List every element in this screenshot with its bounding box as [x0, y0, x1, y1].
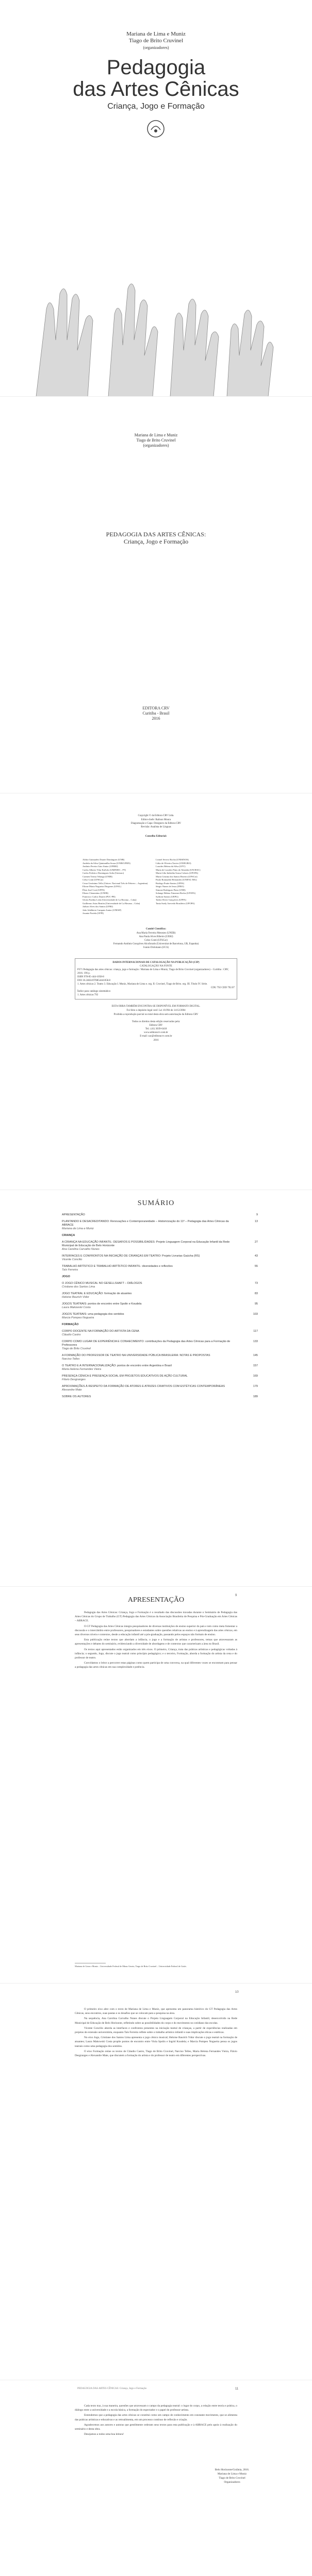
catalog-index: Índice para catálogo sistemático — [77, 990, 111, 993]
credit-name: Carlos Federico Dominguez Avila (Unieuro) — [83, 872, 124, 874]
credit-name: Lídia de Oliveira Xavier (UNIEURO) — [156, 861, 191, 865]
summary-section-heading: CRIANÇA — [62, 1234, 75, 1237]
paragraph: Vicente Concilio aborda as interfaces e confrontos presentes na iniciação teatral de crianças, a partir de experiências realizadas em projetos de extensão universitária, enquanto Taís Ferreira reflete sobre o trabalho artístico infantil e suas implicações éticas e estéticas. — [75, 2026, 237, 2035]
credits-email[interactable]: E-mail: sac@editoracrv.com.br — [140, 1035, 172, 1038]
page-number: 9 — [235, 1594, 237, 1597]
credit-name: Francisco Carlos Duarte (PUC-PR) — [83, 895, 116, 898]
credit-name: Sérgio Nunes de Jesus (IFRO) — [156, 885, 184, 888]
summary-entry-page: 27 — [254, 1241, 258, 1244]
paragraph: O GT Pedagogia das Artes Cênicas integra pesquisadores de diversas instituições de ensino superior do país e tem como meta fomentar a discussão e o intercâmbio entre professores, pesquisadores e estudantes sobre questões relativas ao ensino e à aprendizagem das artes cênicas, em seus diversos níveis e contextos, desde a educação infantil até a pós-graduação, passando pelos espaços não formais de ensino. — [75, 1624, 237, 1637]
summary-entry-page: 13 — [254, 1220, 258, 1223]
signature-block — [201, 2468, 263, 2484]
credit-name: Tania Suely Azevedo Brasileiro (UFOPA) — [156, 902, 195, 905]
cover-hands-illustration — [0, 185, 312, 397]
credit-name: Lourdes Helena da Silva (UFV) — [156, 865, 186, 868]
summary-entry-title: JOGOS TEATRAIS: uma pedagogia dos sentidos — [62, 1313, 124, 1316]
summary-entry[interactable] — [62, 1292, 258, 1299]
publisher-logo-icon — [146, 120, 165, 138]
credit-name: Jailson Alves dos Santos (UFRJ) — [83, 905, 113, 908]
publisher-year: 2016 — [152, 716, 160, 721]
credits-comite-list — [0, 931, 312, 950]
credit-name: Rodrigo Pratte-Santos (UFES) — [156, 882, 184, 885]
summary-entry-title: A FORMAÇÃO DO PROFESSOR DE TEATRO NA UNIVERSIDADE PÚBLICA BRASILEIRA: NOTAS E PROPOSTAS — [62, 1354, 210, 1357]
summary-entry-title: APRESENTAÇÃO — [62, 1213, 85, 1216]
catalog-entry: P371 Pedagogia das artes cênicas: criança, jogo e formação / Mariana de Lima e Muniz, Tiago de Brito Cruvinel (organizadores) – Curitiba : CRV, 2016. 196 p. — [77, 969, 229, 975]
summary-entry-title: CORPO COMO LUGAR DE EXPERIÊNCIA E CONHECIMENTO: contribuições da Pedagogia das Artes Cênicas para a Formação de Professores — [62, 1340, 231, 1347]
summary-entry-author: Cláudio Castro — [62, 1333, 81, 1336]
credit-name: Sydione Santos (UEPG) — [156, 895, 178, 898]
credit-name: Elizeu Clementino (UNEB) — [83, 892, 108, 894]
summary-entry-author: Flávio Desgranges — [62, 1378, 86, 1381]
summary-entry-author: Laura Makowski Costa — [62, 1306, 91, 1309]
summary-entry-title: JOGO TEATRAL E EDUCAÇÃO: formação de atuantes — [62, 1292, 132, 1295]
summary-entry-page: 73 — [254, 1282, 258, 1285]
summary-entry-title: SOBRE OS AUTORES — [62, 1395, 91, 1398]
catalog-isbn: ISBN 978-85-444-1058-8 — [77, 976, 104, 978]
credit-name: Ivanio Dickmann (UCS) — [143, 946, 169, 949]
paragraph: Agradecemos aos autores e autoras que gentilmente cederam seus textos para esta publicação e à ABRACE pelo apoio à realização do seminário e desta obra. — [75, 2423, 237, 2431]
summary-entry-page: 133 — [253, 1340, 258, 1343]
summary-entry-title: APROXIMAÇÕES À RESPEITO DA FORMAÇÃO DE ATORES E ATRIZES CRIATIVOS COM ESTÉTICAS CONTEMPORÂNEAS — [62, 1385, 225, 1388]
summary-entry[interactable] — [62, 1265, 258, 1272]
credits-address: Todos os direitos desta edição reservados pela: — [132, 1021, 180, 1023]
summary-entry-author: Cristiane dos Santos Lima — [62, 1285, 95, 1289]
summary-entry-title: TRABALHO ARTÍSTICO E TRABALHO ARTÍSTICO INFANTIL: diversidades e reflexões — [62, 1265, 173, 1268]
cover-author-1: Mariana de Lima e Muniz — [126, 31, 186, 37]
summary-entry-page: 83 — [254, 1292, 258, 1295]
catalog-box — [75, 958, 237, 999]
summary-section-heading: JOGO — [62, 1275, 70, 1278]
summary-entry-page: 145 — [253, 1354, 258, 1357]
summary-entry[interactable] — [62, 1375, 258, 1382]
presentation-body-2 — [75, 2007, 237, 2059]
paragraph: Na sequência, Ana Carolina Carvalho Nunes discute o Projeto Linguagem Corporal na Educação Infantil, desenvolvido na Rede Municipal de Educação de Belo Horizonte, refletindo sobre as possibilidades do corpo e do movimento no cotidiano das escolas. — [75, 2017, 237, 2025]
summary-entry-page: 117 — [253, 1330, 258, 1333]
summary-entry-title: PLANTANDO E DESACREDITANDO: Renovações e Contemporaneidade – Historicização do 11º – Pedagogia das Artes Cênicas da ABRACE — [62, 1220, 229, 1227]
credit-name: Ana Paula Alves Ribeiro (UERJ) — [139, 936, 173, 938]
credits-rights-year: 2016 — [153, 1039, 159, 1042]
cover-subtitle: Criança, Jogo e Formação — [107, 102, 205, 111]
page-number: 10 — [235, 1991, 239, 1994]
summary-entry-title: A CRIANÇA NA EDUCAÇÃO INFANTIL: DESAFIOS E POSSIBILIDADES: Projeto Linguagem Corporal na Educação Infantil da Rede Municipal de Educação de Belo Horizonte — [62, 1241, 230, 1247]
credit-name: Paulo Romualdo Hernandes (UNIFAL-MG) — [156, 878, 197, 881]
credits-site[interactable]: www.editoracrv.com.br — [144, 1031, 168, 1034]
summary-section-heading: FORMAÇÃO — [62, 1323, 79, 1326]
cover-title — [0, 57, 312, 100]
credits-conselho-title: Conselho Editorial: — [145, 835, 167, 838]
title-author-role: (organizadores) — [143, 443, 169, 448]
summary-entry[interactable] — [62, 1213, 258, 1217]
credit-name: Maria de Lourdes Pinto de Almeida (UNOESC) — [156, 868, 201, 871]
title-author-1: Mariana de Lima e Muniz — [134, 433, 178, 437]
credits-conselho-columns — [83, 858, 229, 916]
summary-page — [0, 1190, 312, 1587]
summary-entry[interactable] — [62, 1385, 258, 1392]
catalog-org: CATALOGAÇÃO NA FONTE — [140, 965, 172, 968]
credit-name: Gloria Fariñas León (Universidade de La Havana – Cuba) — [83, 899, 137, 901]
credits-law: ESTA OBRA TAMBÉM ENCONTRA-SE DISPONÍVEL EM FORMATO DIGITAL. — [111, 1005, 201, 1008]
summary-entry[interactable] — [62, 1340, 258, 1351]
summary-entry-page: 9 — [256, 1213, 258, 1216]
credits-rights-text: Foi feito o depósito legal conf. Lei 10.994 de 14/12/2004 — [126, 1009, 186, 1012]
title-author-2: Tiago de Brito Cruvinel — [136, 438, 176, 443]
signature-place: Belo Horizonte/Goiânia, 2016. — [215, 2468, 250, 2471]
credit-name: Elione Maria Nogueira Diogenes (UFAL) — [83, 885, 122, 888]
summary-entry-page: 189 — [253, 1395, 258, 1398]
presentation-page-3 — [0, 2380, 312, 2576]
presentation-title: APRESENTAÇÃO — [127, 1596, 185, 1604]
cover-title-line1: Pedagogia — [106, 56, 206, 79]
summary-entry-title: JOGOS TEATRAIS: pontos de encontro entre Spolin e Koudela — [62, 1302, 142, 1306]
summary-entry[interactable] — [62, 1354, 258, 1361]
credit-name: Carmen Tereza Velanga (UNIR) — [83, 875, 112, 878]
summary-entry[interactable] — [62, 1313, 258, 1320]
paragraph: No eixo Jogo, Cristiane dos Santos Lima apresenta o jogo cênico musical; Heloise Baurich Vidor discute o jogo teatral na formação de atuantes; Laura Makowski Costa propõe pontos de encontro entre Viola Spolin e Ingrid Koudela; e Marcia Pompeo Nogueira pensa os jogos teatrais como uma pedagogia dos sentidos. — [75, 2036, 237, 2048]
summary-list — [62, 1213, 258, 1402]
presentation-page-2 — [0, 1984, 312, 2380]
summary-entry[interactable] — [62, 1220, 258, 1231]
page-number: 11 — [235, 2387, 239, 2391]
paragraph: O eixo Formação reúne os textos de Cláudio Castro, Tiago de Brito Cruvinel, Narciso Telles, Maria Helena Fernandes Vieira, Flávio Desgranges e Alexandre Mate, que discutem a formação do artista e do professor de teatro em diferentes perspectivas. — [75, 2049, 237, 2058]
catalog-keywords: 1. Artes cênicas 2. Teatro 3. Educação I. Muniz, Mariana de Lima e. org. II. Cruvinel, Tiago de Brito. org. III. Título IV. Série. — [77, 983, 208, 986]
summary-title: SUMÁRIO — [137, 1199, 175, 1207]
cover-page — [0, 0, 312, 397]
summary-entry[interactable] — [62, 1302, 258, 1310]
signer-role: Organizadores — [224, 2481, 240, 2484]
summary-entry[interactable] — [62, 1330, 258, 1337]
footnote: Mariana de Lima e Muniz – Universidade Federal de Minas Gerais; Tiago de Brito Cruvinel – Universidade Federal de Goiás. — [75, 1965, 187, 1968]
credit-name: Maria Cristina dos Santos Bezerra (UFSCar) — [156, 875, 198, 878]
publisher-city: Curitiba - Brasil — [142, 711, 170, 716]
summary-entry-page: 179 — [253, 1385, 258, 1388]
credits-design: Diagramação e Capa: Designers da Editora CRV — [130, 822, 182, 825]
credit-name: Josania Portela (UFPI) — [83, 912, 104, 914]
credit-name: Celso Conti (UFSCar) — [144, 939, 168, 942]
credit-name: Guillermo Arias Beatón (Universidade de La Havana – Cuba) — [83, 902, 140, 905]
credit-name: Solange Helena Ximenes-Rocha (UFOPA) — [156, 892, 195, 894]
paragraph: Entendemos que a pedagogia das artes cênicas se constitui como um campo de conhecimento em constante movimento, que se alimenta das práticas artísticas e educativas e as retroalimenta, em um processo contínuo de reflexão e criação. — [75, 2414, 237, 2421]
paragraph: Convidamos o leitor a percorrer estas páginas como quem participa de uma conversa, na qual diferentes vozes se encontram para pensar a pedagogia das artes cênicas em sua complexidade e potência. — [75, 1662, 237, 1669]
credits-comite-title: Comitê Científico: — [145, 928, 167, 930]
running-head: PEDAGOGIA DAS ARTES CÊNICAS: Criança, Jogo e Formação — [77, 2387, 147, 2390]
title-page-title — [0, 531, 312, 545]
credits-revision: Revisão: Analista de Línguas — [141, 826, 171, 828]
publisher-name: EDITORA CRV — [142, 706, 170, 710]
conselho-column-2 — [156, 858, 229, 916]
credits-proibida: Proibida a reprodução parcial ou total desta obra sem autorização da Editora CRV — [113, 1013, 199, 1016]
paragraph: Cada texto traz, à sua maneira, questões que atravessam o campo da pedagogia teatral: o lugar do corpo, a relação entre teoria e prática, o diálogo entre a universidade e a escola básica, a formação do espectador e o papel do professor-artista. — [75, 2404, 237, 2412]
catalog-cdu: CDU 792 CDD 792.07 — [210, 987, 235, 989]
credit-name: Cesar Gerónimo Tello (Univer. Nacional Três de Febrero – Argentina) — [83, 882, 148, 885]
credits-page — [0, 793, 312, 1190]
summary-entry-page: 103 — [253, 1313, 258, 1316]
credit-name: Aldira Guimarães Duarte Domínguez (UNB) — [83, 858, 125, 861]
summary-entry-title: O JOGO CÊNICO MUSICAL NO GESELLSHAFT – DIÁLOGOS — [62, 1282, 142, 1285]
summary-entry-author: Maria Helena Fernandes Vieira — [62, 1368, 102, 1371]
presentation-page — [0, 1587, 312, 1984]
summary-entry-author: Taís Ferreira — [62, 1268, 78, 1272]
summary-entry-page: 55 — [254, 1265, 258, 1268]
summary-entry-author: Narciso Telles — [62, 1358, 80, 1361]
paragraph: Desejamos a todos uma boa leitura! — [84, 2433, 124, 2436]
summary-entry-page: 43 — [254, 1255, 258, 1258]
title-main: PEDAGOGIA DAS ARTES CÊNICAS: — [106, 531, 206, 538]
paragraph: Pedagogia das Artes Cênicas: Criança, Jogo e Formação é o resultado das discussões travadas durante o Seminário de Pedagogia das Artes Cênicas do Grupo de Trabalho (GT) Pedagogia das Artes Cênicas da Associação Brasileira de Pesquisa e Pós-Graduação em Artes Cênicas – ABRACE. — [75, 1611, 237, 1623]
summary-entry-author: Vicente Concilio — [62, 1258, 83, 1261]
credits-tel: Tel.: (41) 3039-6418 — [145, 1028, 167, 1030]
summary-entry-title: O TEATRO E A INTERNACIONALIZAÇÃO: pontos de encontro entre Argentina e Brasil — [62, 1364, 172, 1367]
summary-entry-page: 95 — [254, 1302, 258, 1306]
conselho-column-1 — [83, 858, 156, 916]
summary-entry-author: Alexandre Mate — [62, 1388, 82, 1392]
credit-name: Tadeu Oliver Gonçalves (UFPA) — [156, 899, 186, 901]
cover-author-2: Tiago de Brito Cruvinel — [128, 38, 183, 44]
credit-name: João Adalberto Campato Junior (UNESP) — [83, 908, 122, 911]
paragraph: O primeiro eixo abre com o texto de Mariana de Lima e Muniz, que apresenta um panorama histórico do GT Pedagogia das Artes Cênicas, seus encontros, suas pautas e os desafios que se colocam para a pesquisa na área. — [75, 2008, 237, 2015]
summary-entry[interactable] — [62, 1395, 258, 1399]
title-page-publisher — [0, 706, 312, 721]
credits-editora: Editora CRV — [149, 1024, 163, 1027]
credit-name: Leonel Severo Rocha (UNISINOS) — [156, 858, 189, 861]
credit-name: Celso Conti (UFSCar) — [83, 878, 104, 881]
title-page — [0, 397, 312, 793]
summary-entry-page: 169 — [253, 1375, 258, 1378]
title-sub: Criança, Jogo e Formação — [123, 538, 189, 545]
paragraph: Os textos aqui apresentados estão organizados em três eixos. O primeiro, Criança, trata das práticas artísticas e pedagógicas voltadas à infância; o segundo, Jogo, discute o jogo teatral como princípio pedagógico; e o terceiro, Formação, aborda a formação do artista da cena e do professor de teatro. — [75, 1648, 237, 1660]
cover-author-role: (organizadores) — [143, 45, 169, 50]
signer-1: Mariana de Lima e Muniz — [217, 2472, 247, 2476]
cover-title-line2: das Artes Cênicas — [73, 78, 239, 100]
summary-entry[interactable] — [62, 1241, 258, 1251]
credits-copyright: Copyright © da Editora CRV Ltda. — [138, 815, 174, 817]
catalog-doi: DOI 10.24824/978854441058.8 — [77, 979, 111, 982]
summary-entry-title: INTERFACES E CONFRONTOS NA INICIAÇÃO DE CRIANÇAS EM TEATRO: Projeto Livrarias Gaúcha (RS) — [62, 1255, 200, 1258]
paragraph: Esta publicação reúne textos que abordam a infância, o jogo e a formação de artistas e professores, temas que atravessaram as apresentações e debates do seminário, evidenciando a diversidade de abordagens e de contextos que caracterizam a área no Brasil. — [75, 1638, 237, 1646]
summary-entry-author: Heloise Baurich Vidor — [62, 1296, 89, 1299]
summary-entry[interactable] — [62, 1255, 258, 1262]
summary-entry-author: Ana Carolina Carvalho Nunes — [62, 1248, 100, 1251]
summary-entry-title: PRESENÇA CÊNICA E PRESENÇA SOCIAL EM PROJETOS EDUCATIVOS DE AÇÃO CULTURAL — [62, 1375, 188, 1378]
presentation-body-3 — [75, 2404, 237, 2437]
credit-name: Simone Rodrigues Pinto (UNB) — [156, 888, 186, 891]
credit-name: Ana Maria Ferreira Menezes (UNEB) — [136, 932, 176, 935]
credits-editor: Editor-chefe: Railson Moura — [141, 819, 171, 821]
credit-name: Maria Lília Imbiriba Sousa Colares (UFOPA) — [156, 872, 199, 874]
catalog-title: DADOS INTERNACIONAIS DE CATALOGAÇÃO NA PUBLICAÇÃO (CIP) — [112, 961, 200, 964]
credit-name: Carlos Alberto Vilar Estêvão (UMINHO – PT) — [83, 868, 126, 871]
summary-entry-author: Mariana de Lima e Muniz — [62, 1227, 94, 1230]
cover-authors — [0, 31, 312, 51]
summary-entry-page: 157 — [253, 1364, 258, 1367]
credit-name: Fernando Antônio Gonçalves Alcoforado (Universitat de Barcelona, UB, Espanha) — [113, 943, 199, 945]
summary-entry[interactable] — [62, 1282, 258, 1289]
summary-entry-author: Marcia Pompeo Nogueira — [62, 1316, 94, 1319]
summary-entry-author: Tiago de Brito Cruvinel — [62, 1347, 91, 1350]
credit-name: Élsio José Corá (UFFS) — [83, 888, 105, 891]
catalog-index-entry: 1. Artes cênicas 792 — [77, 994, 98, 996]
credit-name: Andréia da Silva Quintanilha Sousa (UNIR/UFRN) — [83, 861, 130, 865]
presentation-body — [75, 1611, 237, 1671]
signer-2: Tiago de Brito Cruvinel — [219, 2477, 245, 2480]
summary-entry[interactable] — [62, 1364, 258, 1371]
summary-entry-title: CORPO DOCENTE NA FORMAÇÃO DO ARTISTA DA CENA — [62, 1330, 139, 1333]
credit-name: Antônio Pereira Gaio Júnior (UFRRJ) — [83, 865, 118, 868]
title-page-authors — [0, 433, 312, 448]
